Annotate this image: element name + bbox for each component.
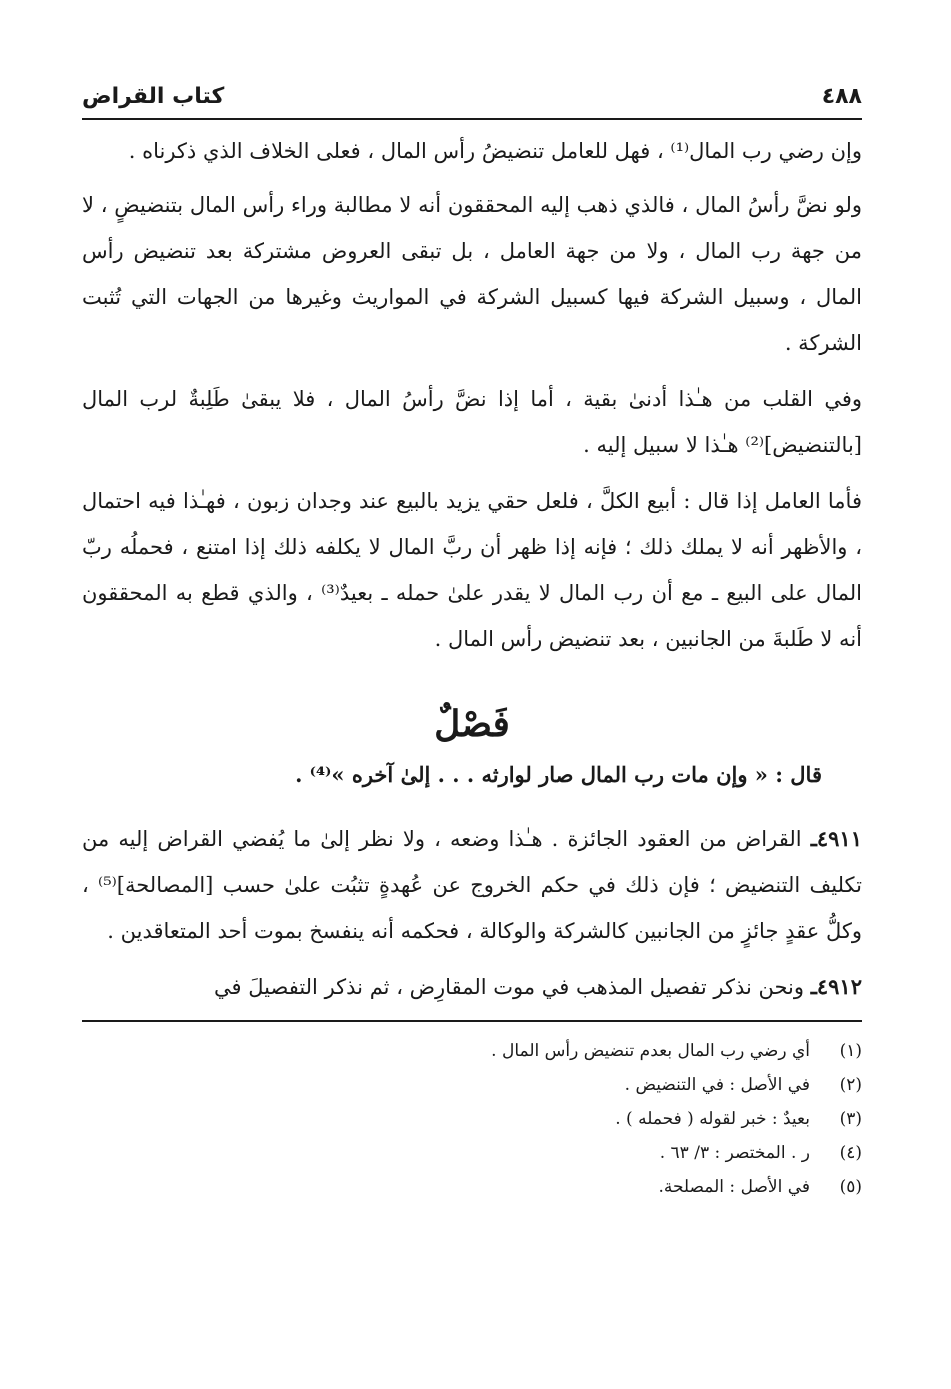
page-number: ٤٨٨ [821, 84, 862, 109]
footnote-text: في الأصل : المصلحة. [658, 1177, 810, 1197]
running-head [82, 82, 862, 120]
section-heading: فَصْلٌ [434, 703, 510, 745]
footnote-4 [82, 1136, 862, 1170]
paragraph-number: ٤٩١١ـ [810, 826, 862, 851]
footnote-5 [82, 1170, 862, 1204]
footnote-number: (٤) [839, 1143, 862, 1163]
paragraph-text: ونحن نذكر تفصيل المذهب في موت المقارِض ، ثم نذكر التفصيلَ في [214, 975, 805, 999]
footnote-text: بعيدٌ : خبر لقوله ( فحمله ) . [615, 1109, 810, 1129]
footnote-rule [82, 1020, 862, 1022]
paragraph-3: وفي القلب من هـٰذا أدنىٰ بقية ، أما إذا نضَّ رأسُ المال ، فلا يبقىٰ طَلِبةٌ لرب المال [بالتنضيض]⁽²⁾ هـٰذا لا سبيل إليه . [82, 387, 862, 457]
book-title: كتاب القراض [82, 84, 225, 109]
footnote-text: في الأصل : في التنضيض . [624, 1075, 810, 1095]
footnote-number: (٣) [839, 1109, 862, 1129]
footnote-number: (١) [839, 1041, 862, 1061]
footnote-number: (٢) [839, 1075, 862, 1095]
paragraph-number: ٤٩١٢ـ [810, 974, 862, 999]
footnote-1 [82, 1034, 862, 1068]
numbered-paragraph-4911 [82, 816, 862, 954]
footnote-3 [82, 1102, 862, 1136]
footnote-number: (٥) [839, 1177, 862, 1197]
paragraph-1: وإن رضي رب المال⁽¹⁾ ، فهل للعامل تنضيضُ رأس المال ، فعلى الخلاف الذي ذكرناه . [128, 139, 862, 163]
footnote-text: أي رضي رب المال بعدم تنضيض رأس المال . [491, 1041, 810, 1061]
paragraph-4: فأما العامل إذا قال : أبيع الكلَّ ، فلعل حقي يزيد بالبيع عند وجدان زبون ، فهـٰذا فيه احتمال ، والأظهر أنه لا يملك ذلك ؛ فإنه إذا ظهر أن ربَّ المال لا يكلفه ذلك إذا امتنع ، فحملُه ربّ المال على البيع ـ مع أن رب المال لا يقدر علىٰ حمله ـ بعيدٌ⁽³⁾ ، والذي قطع به المحققون أنه لا طَلبةَ من الجانبين ، بعد تنضيض رأس المال . [82, 489, 862, 651]
section-quote: قال : « وإن مات رب المال صار لوارثه . . . إلىٰ آخره »⁽⁴⁾ . [295, 762, 822, 787]
footnote-2 [82, 1068, 862, 1102]
numbered-paragraph-4912 [82, 964, 862, 1010]
footnotes [82, 1034, 862, 1204]
book-page [82, 82, 862, 1342]
main-text [82, 128, 862, 1010]
paragraph-2: ولو نضَّ رأسُ المال ، فالذي ذهب إليه المحققون أنه لا مطالبة وراء رأس المال بتنضيضٍ ، لا من جهة رب المال ، ولا من جهة العامل ، بل تبقى العروض مشتركة بعد تنضيض رأس المال ، وسبيل الشركة فيها كسبيل الشركة في المواريث وغيرها من الجهات التي تُثبت الشركة . [82, 193, 862, 355]
paragraph-text: القراض من العقود الجائزة . هـٰذا وضعه ، ولا نظر إلىٰ ما يُفضي القراض إليه من تكليف التنضيض ؛ فإن ذلك في حكم الخروج عن عُهدةٍ تثبُت علىٰ حسب [المصالحة]⁽⁵⁾ ، وكلُّ عقدٍ جائزٍ من الجانبين كالشركة والوكالة ، فحكمه أنه ينفسخ بموت أحد المتعاقدين . [82, 827, 862, 943]
footnote-text: ر . المختصر : ٣/ ٦٣ . [659, 1143, 810, 1163]
